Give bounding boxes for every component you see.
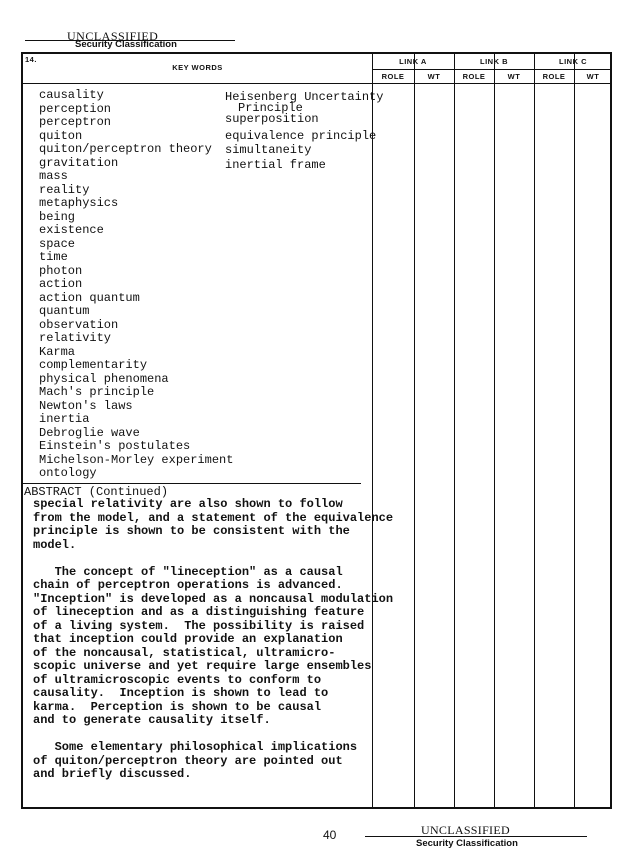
keyword: space — [39, 236, 76, 251]
column-divider — [414, 54, 415, 807]
key-words-heading: KEY WORDS — [172, 63, 223, 72]
abstract-line: from the model, and a statement of the equivalence — [33, 510, 394, 525]
abstract-line — [33, 552, 393, 566]
keyword: causality — [39, 88, 104, 102]
header-bottom-rule — [23, 83, 610, 84]
column-divider — [494, 54, 495, 807]
abstract-line: The concept of "lineception" as a causal — [33, 564, 343, 579]
abstract-line: causality. Inception is shown to lead to — [33, 686, 329, 700]
link-a-wt: WT — [427, 72, 441, 81]
keyword: Debroglie wave — [39, 425, 140, 440]
keyword: superposition — [225, 112, 319, 126]
column-divider — [534, 54, 535, 807]
keyword: action quantum — [39, 290, 140, 305]
keyword: complementarity — [39, 358, 148, 372]
keyword: existence — [39, 223, 104, 237]
keyword: quiton — [39, 128, 83, 143]
keyword: ontology — [39, 466, 97, 480]
keyword: metaphysics — [39, 196, 119, 210]
keyword: perceptron — [39, 115, 112, 129]
keyword: photon — [39, 263, 83, 278]
keyword: perception — [39, 101, 112, 116]
abstract-line: Some elementary philosophical implications — [33, 740, 358, 754]
abstract-line — [33, 728, 393, 742]
header-classification: UNCLASSIFIED — [67, 29, 159, 43]
link-a-role: ROLE — [381, 72, 405, 81]
header-classification-label: Security Classification — [75, 39, 177, 50]
header-row-divider — [372, 69, 610, 70]
abstract-line: chain of perceptron operations is advanced. — [33, 578, 343, 592]
abstract-line: "Inception" is developed as a noncausal modulation — [33, 591, 394, 606]
link-c-role: ROLE — [542, 72, 566, 81]
abstract-line: and briefly discussed. — [33, 767, 192, 781]
keyword: physical phenomena — [39, 371, 169, 386]
keyword: simultaneity — [225, 143, 312, 157]
keyword: Einstein's postulates — [39, 439, 191, 453]
keyword: action — [39, 277, 83, 291]
keyword: quantum — [39, 304, 90, 318]
abstract-title: ABSTRACT (Continued) — [24, 485, 169, 499]
abstract-line: scopic universe and yet require large ensembles — [33, 659, 372, 673]
abstract-line: principle is shown to be consistent with the — [33, 524, 350, 538]
link-c-heading: LINK C — [559, 57, 587, 66]
page-number: 40 — [323, 828, 337, 842]
keyword: relativity — [39, 331, 112, 345]
link-b-role: ROLE — [462, 72, 486, 81]
keyword: Mach's principle — [39, 385, 155, 399]
keyword: Newton's laws — [39, 398, 133, 413]
keyword: Principle — [238, 101, 303, 115]
keywords-column-2 — [225, 92, 383, 172]
abstract-line: of lineception and as a distinguishing feature — [33, 605, 365, 619]
keyword: inertia — [39, 412, 90, 426]
abstract-line: of ultramicroscopic events to conform to — [33, 672, 322, 687]
keyword: gravitation — [39, 155, 119, 170]
column-divider — [574, 54, 575, 807]
keyword: time — [39, 250, 68, 264]
abstract-divider — [21, 483, 361, 484]
keyword: being — [39, 209, 76, 224]
abstract-line: karma. Perception is shown to be causal — [33, 699, 322, 714]
link-a-heading: LINK A — [399, 57, 427, 66]
block-number: 14. — [25, 55, 37, 64]
abstract-line: that inception could provide an explanation — [33, 632, 343, 646]
keyword: quiton/perceptron theory — [39, 142, 212, 156]
footer-classification: UNCLASSIFIED — [421, 823, 510, 837]
abstract-body — [33, 498, 393, 782]
abstract-line: of the noncausal, statistical, ultramicro- — [33, 645, 336, 660]
keyword: equivalence principle — [225, 128, 377, 143]
keyword: reality — [39, 182, 90, 197]
link-b-wt: WT — [507, 72, 521, 81]
footer-divider — [365, 836, 587, 837]
keyword: Karma — [39, 344, 76, 359]
keyword: Michelson-Morley experiment — [39, 452, 234, 467]
abstract-line: of a living system. The possibility is raised — [33, 618, 365, 633]
abstract-line: and to generate causality itself. — [33, 713, 271, 727]
keyword: mass — [39, 169, 68, 183]
abstract-line: model. — [33, 537, 77, 552]
footer-classification-label: Security Classification — [416, 838, 518, 849]
column-divider — [454, 54, 455, 807]
link-c-wt: WT — [586, 72, 600, 81]
keyword: inertial frame — [225, 157, 326, 172]
abstract-line: of quiton/perceptron theory are pointed out — [33, 753, 343, 768]
keyword: observation — [39, 317, 119, 332]
abstract-line: special relativity are also shown to follow — [33, 497, 343, 511]
keyword: Heisenberg Uncertainty — [225, 90, 384, 104]
link-b-heading: LINK B — [480, 57, 508, 66]
